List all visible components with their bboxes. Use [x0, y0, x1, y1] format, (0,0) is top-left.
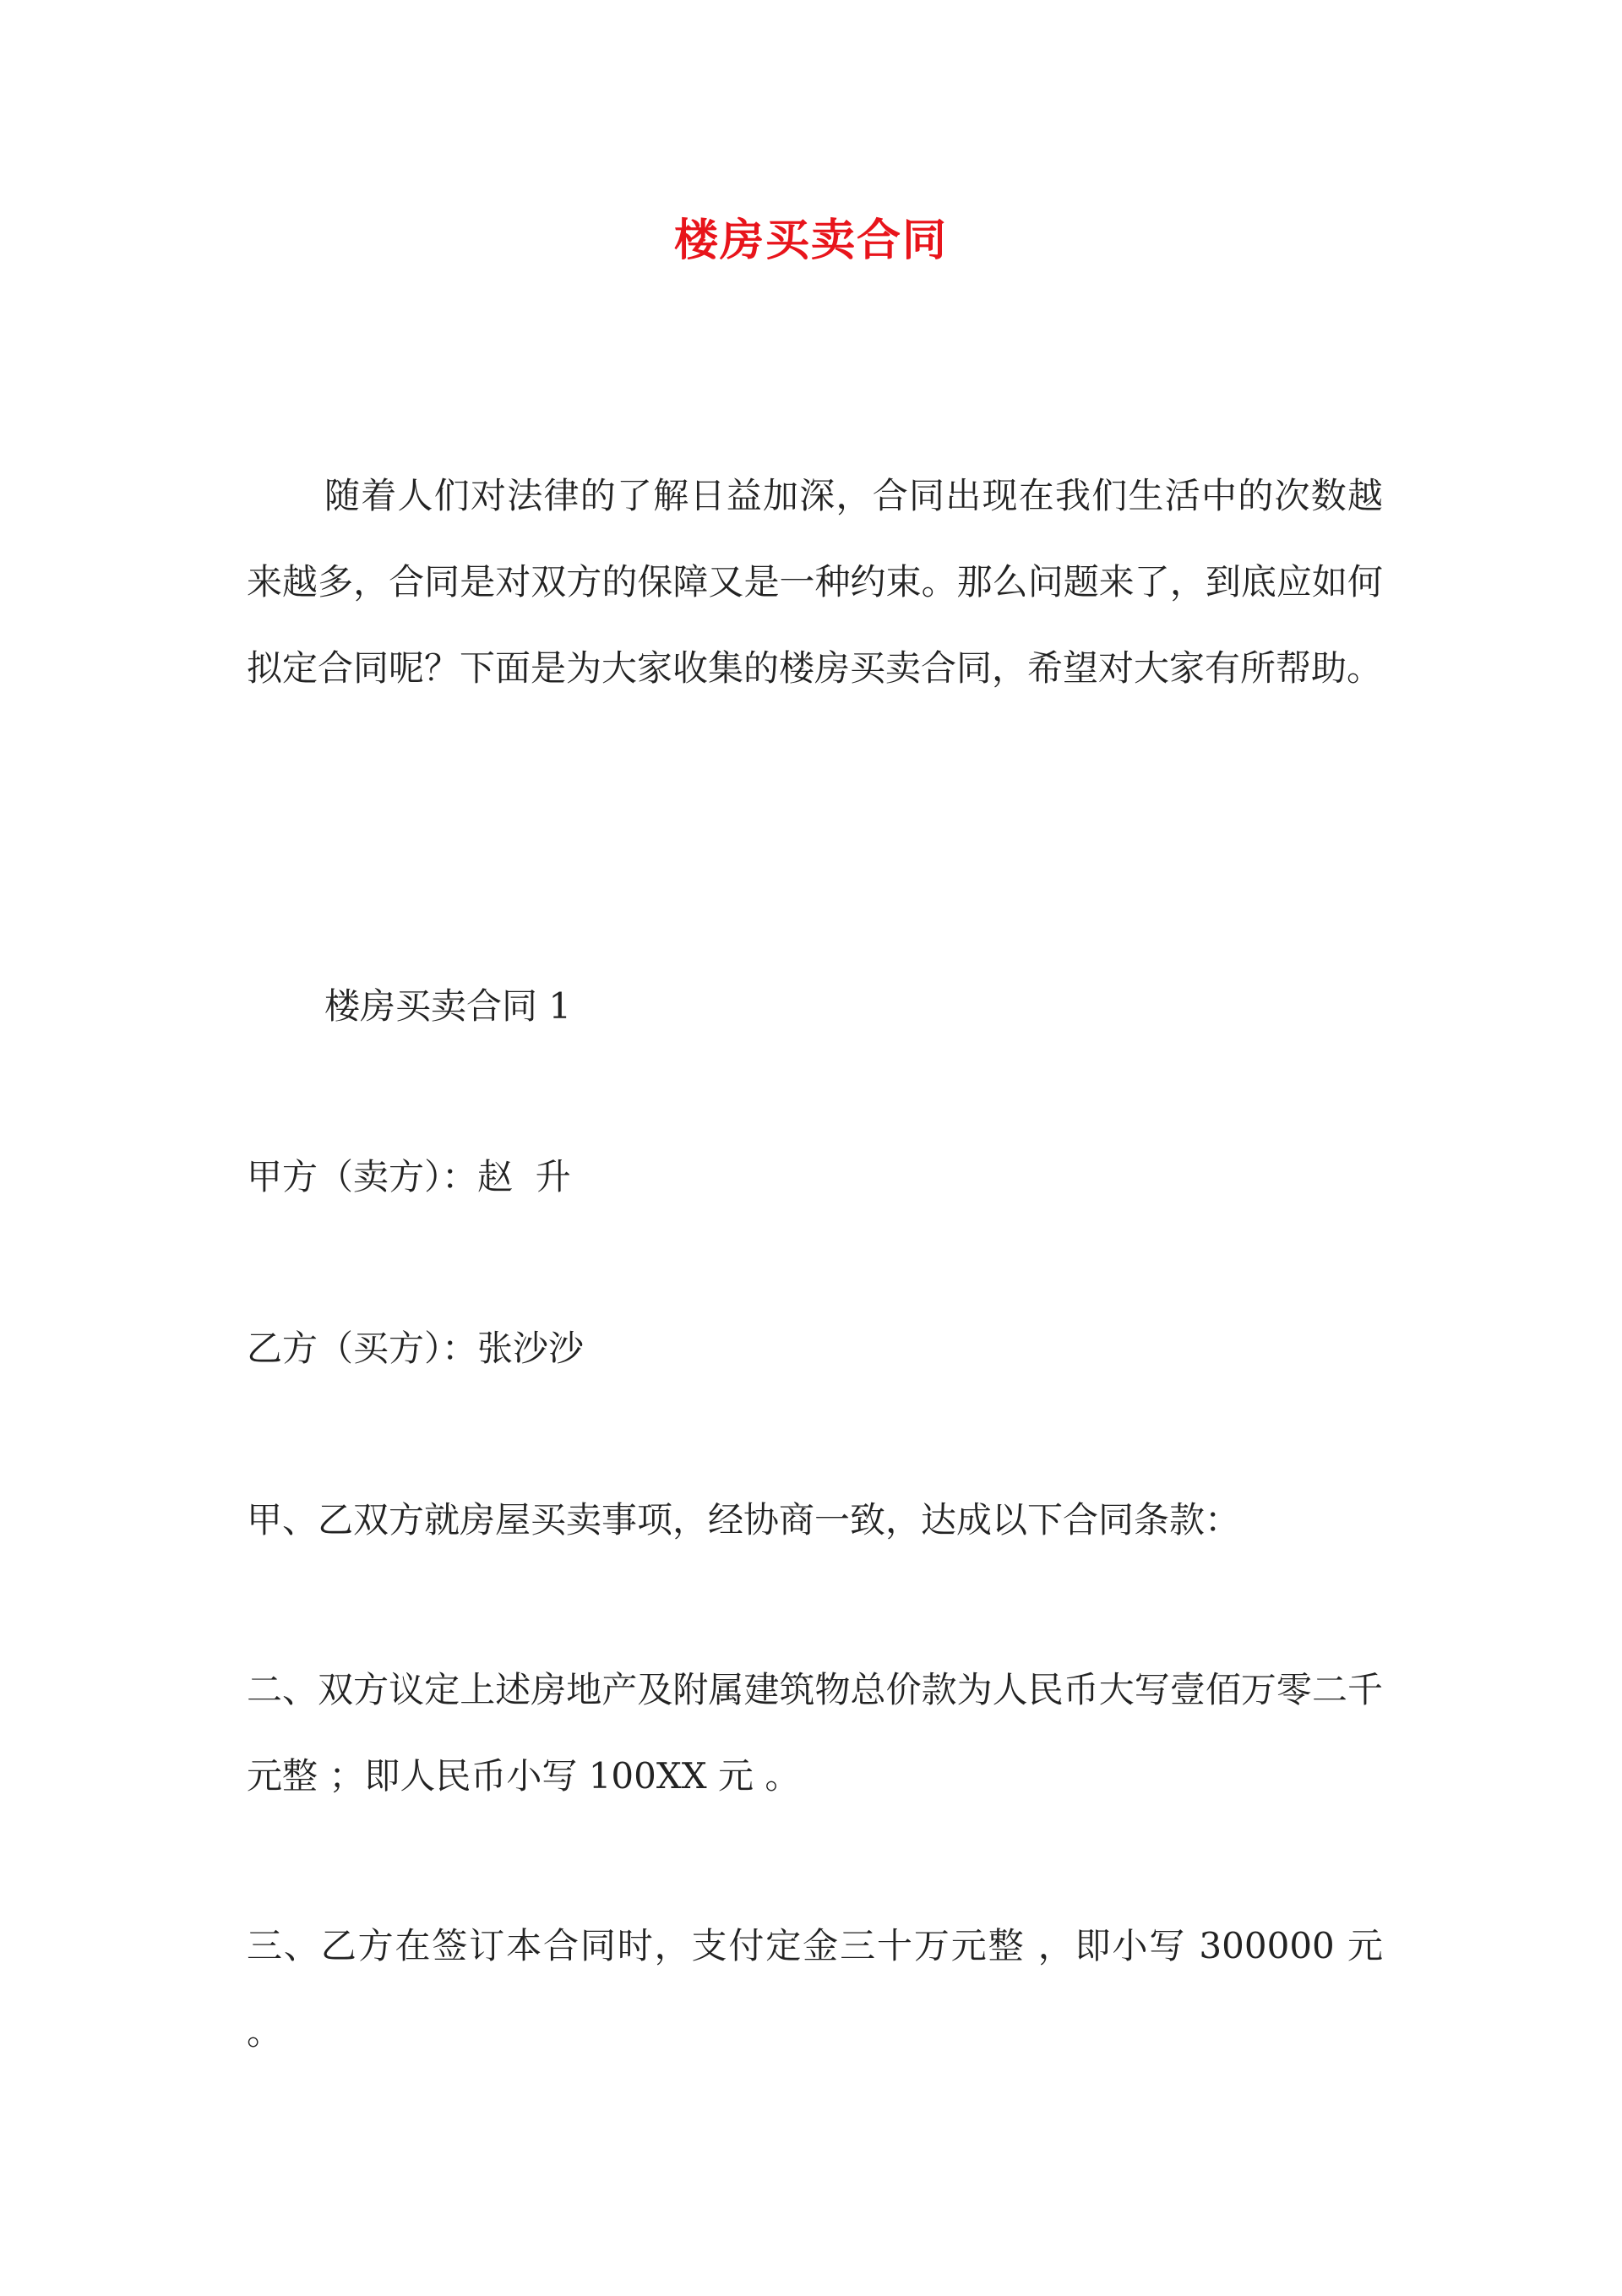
party-b-line: 乙方（买方）：张沙沙 [247, 1328, 585, 1369]
clause-2-paragraph: 二、双方议定上述房地产及附属建筑物总价款为人民币大写壹佰万零二千元整 ；即人民币小写 100XX 元 。 [247, 1669, 1383, 1797]
agreement-line: 甲、乙双方就房屋买卖事项，经协商一致，达成以下合同条款： [247, 1499, 1241, 1541]
intro-paragraph: 随着人们对法律的了解日益加深，合同出现在我们生活中的次数越来越多，合同是对双方的保障又是一种约束。那么问题来了，到底应如何拟定合同呢？下面是为大家收集的楼房买卖合同，希望对大家有所帮助。 [247, 475, 1383, 689]
document-title: 楼房买卖合同 [673, 215, 948, 266]
party-a-line: 甲方（卖方）：赵 升 [247, 1156, 571, 1197]
clause-3-paragraph: 三、乙方在签订本合同时，支付定金三十万元整 ，即小写 300000 元 。 [247, 1925, 1383, 2053]
section-heading: 楼房买卖合同 1 [324, 985, 572, 1027]
